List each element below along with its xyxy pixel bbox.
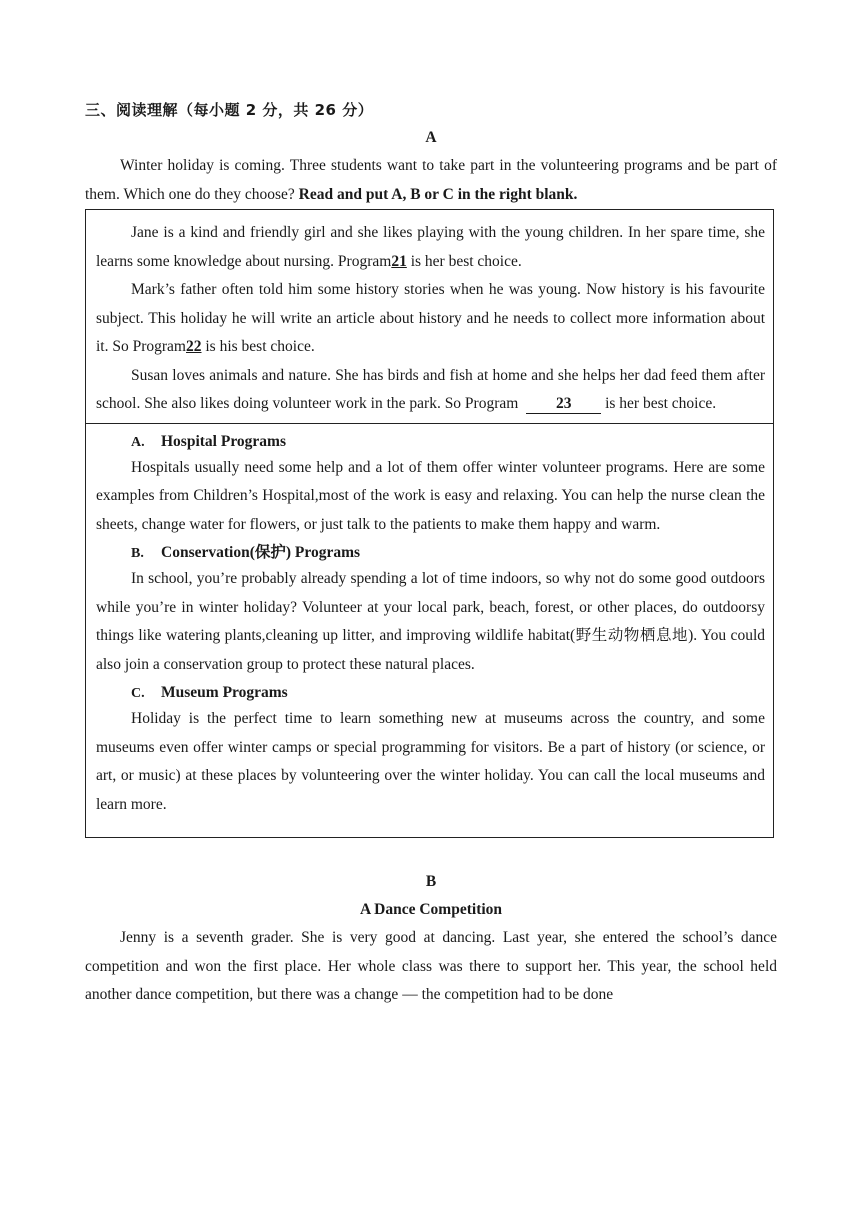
susan-paragraph — [96, 362, 765, 419]
program-b-letter: B. — [131, 546, 144, 561]
section-heading: 三、阅读理解（每小题 2 分，共 26 分） — [85, 101, 374, 119]
program-a-name: Hospital Programs — [161, 432, 286, 450]
part-a-intro — [85, 152, 777, 209]
susan-text-end: is her best choice. — [601, 395, 717, 412]
susan-text: Susan loves animals and nature. She has birds and fish at home and she helps her dad feed them after school. She also likes doing volunteer work in the park. So Program — [96, 366, 765, 412]
program-b-name: Conservation(保护) Programs — [161, 544, 361, 561]
part-a-intro-text: Winter holiday is coming. Three students want to take part in the volunteering programs and be part of them. Which one do they choose? — [85, 157, 777, 203]
students-box — [85, 209, 774, 424]
blank-21[interactable]: 21 — [391, 252, 407, 270]
part-b-text: Jenny is a seventh grader. She is very good at dancing. Last year, she entered the school’s dance competition and won the first place. Her whole class was there to support her. This year, the school held another dance competition, but there was a change — the competition had to be done — [85, 929, 777, 1003]
section-gap — [85, 838, 777, 868]
jane-paragraph — [96, 219, 765, 276]
program-a-letter: A. — [131, 434, 145, 450]
program-c-letter: C. — [131, 686, 145, 701]
program-c-title — [96, 681, 765, 705]
part-a-letter: A — [425, 129, 437, 146]
blank-22[interactable]: 22 — [186, 338, 202, 355]
mark-text-end: is his best choice. — [201, 338, 315, 355]
part-b-letter: B — [425, 873, 437, 890]
program-a-title — [96, 430, 765, 454]
program-b-text: In school, you’re probably already spending a lot of time indoors, so why not do some good outdoors while you’re in winter holiday? Volunteer at your local park, beach, forest, or other places, do outdoorsy things like watering plants,cleaning up litter, and improving wildlife habitat(野生动物栖息地). You could also join a conservation group to protect these natural places. — [96, 570, 765, 673]
program-c-text: Holiday is the perfect time to learn something new at museums across the country, and some museums even offer winter camps or special programming for visitors. Be a part of history (or science, or art, or music) at these places by volunteering over the winter holiday. You can call the local museums and learn more. — [96, 710, 765, 813]
program-b-title — [96, 541, 765, 565]
jane-text-end: is her best choice. — [406, 252, 522, 270]
part-b-title: A Dance Competition — [359, 901, 503, 918]
mark-paragraph — [96, 276, 765, 362]
program-c-name: Museum Programs — [161, 684, 288, 701]
jane-text: Jane is a kind and friendly girl and she likes playing with the young children. In her spare time, she learns some knowledge about nursing. Program — [96, 224, 765, 270]
part-a-instruction: Read and put A, B or C in the right blank. — [298, 185, 578, 203]
reading-section — [85, 96, 777, 1010]
blank-23[interactable]: 23 — [526, 395, 601, 414]
mark-text: Mark’s father often told him some history stories when he was young. Now history is his favourite subject. This holiday he will write an article about history and he needs to collect more information about it. So Program — [96, 281, 765, 355]
program-a-text: Hospitals usually need some help and a lot of them offer winter volunteer programs. Here are some examples from Children’s Hospital,most of the work is easy and relaxing. You can help the nurse clean the sheets, change water for flowers, or just talk to the patients to make them happy and warm. — [96, 458, 765, 533]
programs-box — [85, 424, 774, 839]
